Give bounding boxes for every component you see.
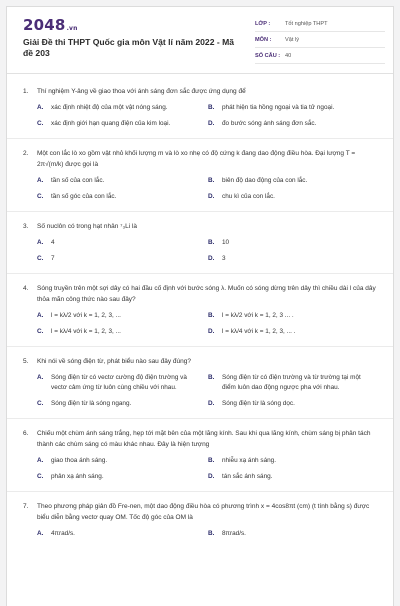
option-text: 3 — [222, 255, 226, 262]
option-text: biên độ dao động của con lắc. — [222, 177, 308, 184]
option-text: l = kλ/2 với k = 1, 2, 3 ... . — [222, 312, 294, 319]
answer-options — [23, 311, 379, 337]
document-page — [6, 6, 394, 606]
option-text: Sóng điện từ là sóng dọc. — [222, 400, 295, 407]
answer-options — [23, 456, 379, 482]
meta-row-subject — [255, 32, 385, 48]
option-letter: B. — [208, 530, 215, 537]
answer-option-a[interactable] — [37, 103, 208, 113]
site-logo[interactable] — [23, 16, 78, 34]
option-text: xác định nhiệt độ của một vật nóng sáng. — [51, 104, 168, 111]
meta-value: Tốt nghiệp THPT — [285, 20, 328, 27]
question-3 — [7, 212, 394, 273]
option-text: 8πrad/s. — [222, 530, 246, 537]
option-letter: C. — [37, 328, 44, 335]
option-text: l = kλ/4 với k = 1, 2, 3, ... — [51, 328, 121, 335]
logo-suffix: .vn — [66, 25, 78, 32]
answer-option-a[interactable] — [37, 311, 208, 321]
option-text: l = kλ/2 với k = 1, 2, 3, ... — [51, 312, 121, 319]
answer-option-a[interactable] — [37, 529, 208, 539]
option-letter: D. — [208, 120, 215, 127]
meta-key: SỐ CÂU : — [255, 52, 281, 59]
answer-option-d[interactable] — [208, 327, 379, 337]
question-text: Theo phương pháp giản đồ Fre-nen, một dao động điều hòa có phương trình x = 4cos8πt (cm) (t tính bằng s) được biểu diễn bằng vectơ quay OM. Tốc độ góc của OM là — [37, 503, 370, 521]
answer-option-c[interactable] — [37, 192, 208, 202]
option-letter: D. — [208, 193, 215, 200]
answer-option-a[interactable] — [37, 176, 208, 186]
answer-option-d[interactable] — [208, 399, 379, 409]
answer-options — [23, 373, 379, 409]
answer-option-d[interactable] — [208, 472, 379, 482]
exam-meta — [255, 16, 385, 64]
answer-options — [23, 529, 379, 539]
answer-option-d[interactable] — [208, 254, 379, 264]
question-list — [7, 73, 394, 545]
option-letter: A. — [37, 177, 44, 184]
question-text: Khi nói về sóng điện từ, phát biểu nào sau đây đúng? — [37, 358, 191, 365]
option-text: Sóng điện từ có vectơ cường độ điện trường và vectơ cảm ứng từ luôn cùng chiều với nhau. — [51, 374, 187, 391]
answer-option-c[interactable] — [37, 327, 208, 337]
option-letter: D. — [208, 473, 215, 480]
option-letter: A. — [37, 239, 44, 246]
question-stem — [23, 428, 379, 450]
option-text: tán sắc ánh sáng. — [222, 473, 273, 480]
answer-option-c[interactable] — [37, 119, 208, 129]
question-6 — [7, 419, 394, 491]
meta-key: MÔN : — [255, 36, 272, 43]
question-number: 7. — [23, 503, 29, 510]
answer-option-c[interactable] — [37, 399, 208, 409]
option-text: đo bước sóng ánh sáng đơn sắc. — [222, 120, 317, 127]
option-letter: C. — [37, 473, 44, 480]
question-number: 1. — [23, 88, 29, 95]
answer-option-b[interactable] — [208, 456, 379, 466]
option-letter: A. — [37, 530, 44, 537]
option-text: 4 — [51, 239, 55, 246]
option-text: giao thoa ánh sáng. — [51, 457, 108, 464]
answer-option-b[interactable] — [208, 373, 379, 393]
question-1 — [7, 74, 394, 138]
answer-option-c[interactable] — [37, 472, 208, 482]
answer-option-a[interactable] — [37, 456, 208, 466]
question-number: 6. — [23, 430, 29, 437]
option-letter: B. — [208, 312, 215, 319]
option-text: nhiễu xạ ánh sáng. — [222, 457, 277, 464]
question-text: Một con lắc lò xo gồm vật nhỏ khối lượng m và lò xo nhẹ có độ cứng k đang dao động điều hòa. Đại lượng T = 2π√(m/k) được gọi là — [37, 150, 356, 168]
option-text: Sóng điện từ là sóng ngang. — [51, 400, 132, 407]
question-4 — [7, 274, 394, 346]
option-text: 7 — [51, 255, 55, 262]
answer-option-b[interactable] — [208, 529, 379, 539]
option-letter: B. — [208, 104, 215, 111]
option-text: 10 — [222, 239, 230, 246]
option-letter: D. — [208, 328, 215, 335]
option-letter: D. — [208, 400, 215, 407]
question-text: Số nuclôn có trong hạt nhân ⁷₃Li là — [37, 223, 138, 230]
question-number: 4. — [23, 285, 29, 292]
answer-option-c[interactable] — [37, 254, 208, 264]
option-letter: A. — [37, 457, 44, 464]
question-text: Thí nghiệm Y-âng về giao thoa với ánh sáng đơn sắc được ứng dụng để — [37, 88, 246, 95]
question-5 — [7, 347, 394, 418]
option-text: phát hiện tia hồng ngoại và tia tử ngoại. — [222, 104, 335, 111]
question-number: 5. — [23, 358, 29, 365]
answer-option-d[interactable] — [208, 119, 379, 129]
question-stem — [23, 283, 379, 305]
answer-option-b[interactable] — [208, 176, 379, 186]
answer-option-b[interactable] — [208, 311, 379, 321]
answer-option-d[interactable] — [208, 192, 379, 202]
document-title: Giải Đề thi THPT Quốc gia môn Vật lí năm 2022 - Mã đề 203 — [23, 37, 235, 58]
option-text: xác định giới hạn quang điện của kim loại. — [51, 120, 171, 127]
option-letter: B. — [208, 374, 215, 381]
option-text: tần số góc của con lắc. — [51, 193, 117, 200]
option-text: tần số của con lắc. — [51, 177, 105, 184]
question-stem — [23, 501, 379, 523]
option-letter: B. — [208, 177, 215, 184]
option-letter: B. — [208, 457, 215, 464]
option-letter: A. — [37, 104, 44, 111]
answer-options — [23, 238, 379, 264]
option-letter: C. — [37, 400, 44, 407]
option-text: l = kλ/4 với k = 1, 2, 3, ... . — [222, 328, 296, 335]
question-number: 3. — [23, 223, 29, 230]
document-header — [7, 7, 394, 73]
meta-row-class — [255, 16, 385, 32]
option-letter: A. — [37, 374, 44, 381]
answer-option-b[interactable] — [208, 238, 379, 248]
answer-option-a[interactable] — [37, 238, 208, 248]
answer-option-a[interactable] — [37, 373, 208, 393]
question-text: Chiếu một chùm ánh sáng trắng, hẹp tới mặt bên của một lăng kính. Sau khi qua lăng kính, chùm sáng bị phân tách thành các chùm sáng có màu khác nhau. Đây là hiện tượng — [37, 430, 371, 448]
answer-options — [23, 176, 379, 202]
meta-value: 40 — [285, 52, 292, 59]
option-text: phản xạ ánh sáng. — [51, 473, 104, 480]
question-stem — [23, 148, 379, 170]
meta-row-count — [255, 48, 385, 64]
question-number: 2. — [23, 150, 29, 157]
answer-option-b[interactable] — [208, 103, 379, 113]
question-stem — [23, 356, 379, 367]
option-letter: D. — [208, 255, 215, 262]
option-text: chu kì của con lắc. — [222, 193, 275, 200]
answer-options — [23, 103, 379, 129]
option-letter: A. — [37, 312, 44, 319]
question-2 — [7, 139, 394, 211]
meta-key: LỚP : — [255, 20, 271, 27]
question-stem — [23, 221, 379, 232]
option-text: Sóng điện từ có điện trường và từ trường tại một điểm luôn dao động ngược pha với nhau. — [222, 374, 361, 391]
option-letter: C. — [37, 120, 44, 127]
option-letter: B. — [208, 239, 215, 246]
question-text: Sóng truyền trên một sợi dây có hai đầu cố định với bước sóng λ. Muốn có sóng dừng trên dây thì chiều dài l của dây thỏa mãn công thức nào sau đây? — [37, 285, 376, 303]
option-letter: C. — [37, 193, 44, 200]
logo-main: 2048 — [23, 16, 66, 34]
option-letter: C. — [37, 255, 44, 262]
option-text: 4πrad/s. — [51, 530, 75, 537]
meta-value: Vật lý — [285, 36, 299, 43]
question-7 — [7, 492, 394, 545]
question-stem — [23, 86, 379, 97]
